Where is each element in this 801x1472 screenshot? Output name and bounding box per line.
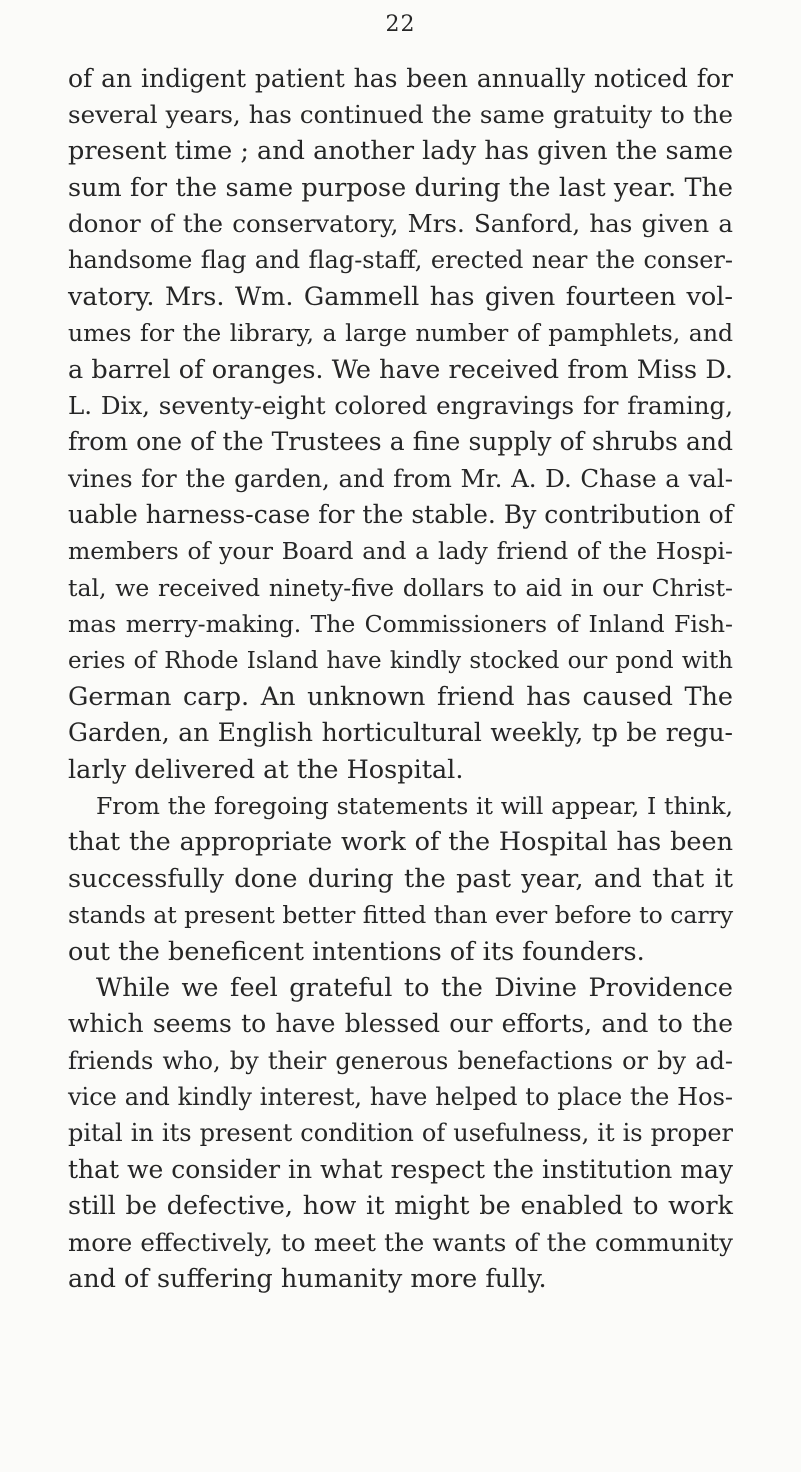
text-line: tal, we received ninety-five dollars to aid in our Christ- bbox=[68, 574, 733, 602]
text-line: eries of Rhode Island have kindly stocked our pond with bbox=[68, 648, 733, 674]
text-line: present time ; and another lady has given the same bbox=[68, 136, 734, 166]
text-line: that we consider in what respect the institution may bbox=[68, 1155, 733, 1184]
text-line: more effectively, to meet the wants of the community bbox=[68, 1228, 733, 1257]
text-line: Garden, an English horticultural weekly, tp be regu- bbox=[68, 718, 733, 747]
text-line: which seems to have blessed our efforts, and to the bbox=[68, 1009, 733, 1038]
text-line: that the appropriate work of the Hospital has been bbox=[68, 827, 733, 857]
page-number: 22 bbox=[385, 12, 416, 37]
paragraph-start-line: From the foregoing statements it will appear, I think, bbox=[96, 792, 733, 820]
text-line: donor of the conservatory, Mrs. Sanford, has given a bbox=[68, 209, 733, 238]
text-line: of an indigent patient has been annually noticed for bbox=[68, 64, 733, 93]
text-line: vines for the garden, and from Mr. A. D. Chase a val- bbox=[68, 464, 733, 493]
text-line: several years, has continued the same gratuity to the bbox=[68, 100, 733, 129]
paragraph-start-line: While we feel grateful to the Divine Providence bbox=[96, 973, 733, 1003]
text-line: a barrel of oranges. We have received from Miss D. bbox=[68, 355, 733, 385]
text-line: out the beneficent intentions of its founders. bbox=[68, 937, 645, 967]
text-line: stands at present better fitted than ever before to carry bbox=[68, 901, 734, 929]
text-line: handsome flag and flag-staff, erected near the conser- bbox=[68, 246, 733, 274]
text-line: sum for the same purpose during the last year. The bbox=[68, 173, 733, 203]
text-line: friends who, by their generous benefactions or by ad- bbox=[68, 1047, 733, 1075]
text-line: still be defective, how it might be enabled to work bbox=[68, 1191, 733, 1221]
text-line: L. Dix, seventy-eight colored engravings for framing, bbox=[68, 391, 733, 420]
text-line: and of suffering humanity more fully. bbox=[68, 1264, 547, 1294]
text-line: members of your Board and a lady friend of the Hospi- bbox=[68, 537, 733, 565]
text-line: umes for the library, a large number of pamphlets, and bbox=[68, 319, 733, 347]
text-line: from one of the Trustees a fine supply of shrubs and bbox=[68, 427, 733, 456]
text-line: successfully done during the past year, and that it bbox=[68, 864, 733, 894]
text-line: vatory. Mrs. Wm. Gammell has given fourteen vol- bbox=[68, 282, 733, 312]
text-line: uable harness-case for the stable. By contribution of bbox=[68, 500, 733, 529]
text-line: mas merry-making. The Commissioners of Inland Fish- bbox=[68, 610, 733, 638]
text-line: larly delivered at the Hospital. bbox=[68, 755, 464, 785]
text-line: vice and kindly interest, have helped to place the Hos- bbox=[68, 1083, 733, 1111]
text-line: German carp. An unknown friend has caused The bbox=[68, 682, 733, 712]
text-line: pital in its present condition of usefulness, it is proper bbox=[68, 1119, 733, 1147]
